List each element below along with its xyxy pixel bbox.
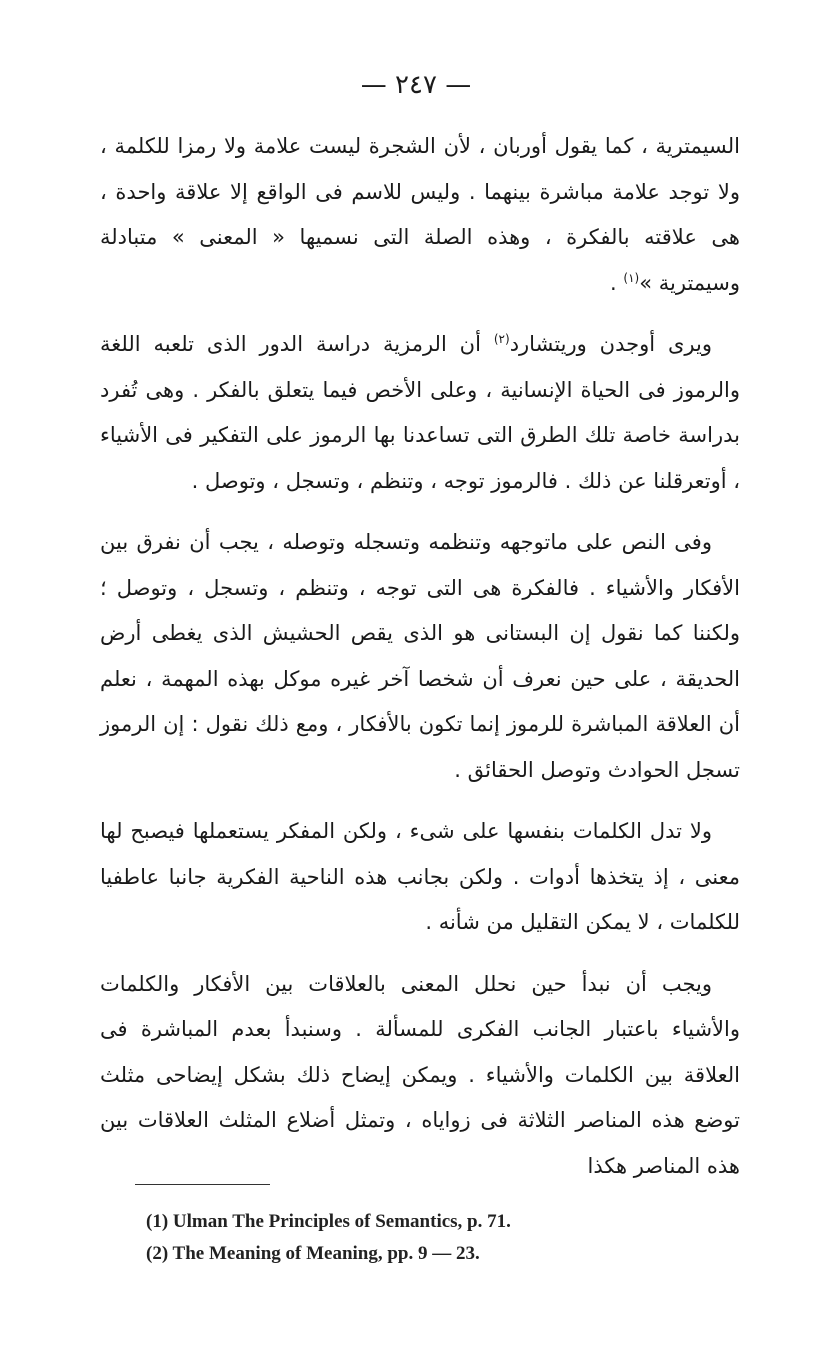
main-text bbox=[100, 124, 740, 1205]
footnote-ref-1: (١) bbox=[623, 270, 640, 285]
paragraph-5: ويجب أن نبدأ حين نحلل المعنى بالعلاقات بين الأفكار والكلمات والأشياء باعتبار الجانب الفكرى للمسألة . وسنبدأ بعدم المباشرة فى العلاقة بين الكلمات والأشياء . ويمكن إيضاح ذلك بشكل إيضاحى مثلث توضع هذه المناصر الثلاثة فى زواياه ، وتمثل أضلاع المثلث العلاقات بين هذه المناصر هكذا bbox=[100, 971, 740, 1178]
page-number: — ٢٤٧ — bbox=[360, 70, 472, 100]
footnote-divider bbox=[135, 1184, 270, 1185]
paragraph-2-text: أن الرمزية دراسة الدور الذى تلعبه اللغة والرموز فى الحياة الإنسانية ، وعلى الأخص فيما يتعلق بالفكر . وهى تُفرد بدراسة خاصة تلك الطرق التى تساعدنا بها الرموز على التفكير فى الأشياء ، أوتعرقلنا عن ذلك . فالرموز توجه ، وتنظم ، وتسجل ، وتوصل . bbox=[100, 332, 740, 493]
footnote-2: (2) The Meaning of Meaning, pp. 9 — 23. bbox=[146, 1243, 480, 1264]
paragraph-1-tail: . bbox=[610, 270, 624, 295]
footnote-ref-2: (٢) bbox=[493, 332, 510, 346]
paragraph-2 bbox=[100, 322, 740, 504]
paragraph-2-head: ويرى أوجدن وريتشارد bbox=[509, 332, 712, 356]
paragraph-4: ولا تدل الكلمات بنفسها على شىء ، ولكن المفكر يستعملها فيصبح لها معنى ، إذ يتخذها أدوات . ولكن بجانب هذه الناحية الفكرية جانبا عاطفيا للكلمات ، لا يمكن التقليل من شأنه . bbox=[100, 819, 740, 934]
footnote-1: (1) Ulman The Principles of Semantics, p. 71. bbox=[146, 1211, 511, 1232]
paragraph-1-text: السيمترية ، كما يقول أوربان ، لأن الشجرة ليست علامة ولا رمزا للكلمة ، ولا توجد علامة مباشرة بينهما . وليس للاسم فى الواقع إلا علاقة واحدة ، هى علاقته بالفكرة ، وهذه الصلة التى نسميها « المعنى » متبادلة وسيمترية » bbox=[100, 134, 740, 295]
paragraph-1 bbox=[100, 124, 740, 306]
footnotes bbox=[146, 1206, 766, 1270]
paragraph-3: وفى النص على ماتوجهه وتنظمه وتسجله وتوصله ، يجب أن نفرق بين الأفكار والأشياء . فالفكرة هى التى توجه ، وتنظم ، وتسجل ، وتوصل ؛ ولكننا كما نقول إن البستانى هو الذى يقص الحشيش الذى يغطى أرض الحديقة ، على حين نعرف أن شخصا آخر غيره موكل بهذه المهمة ، نعلم أن العلاقة المباشرة للرموز إنما تكون بالأفكار ، ومع ذلك نقول : إن الرموز تسجل الحوادث وتوصل الحقائق . bbox=[100, 530, 740, 782]
